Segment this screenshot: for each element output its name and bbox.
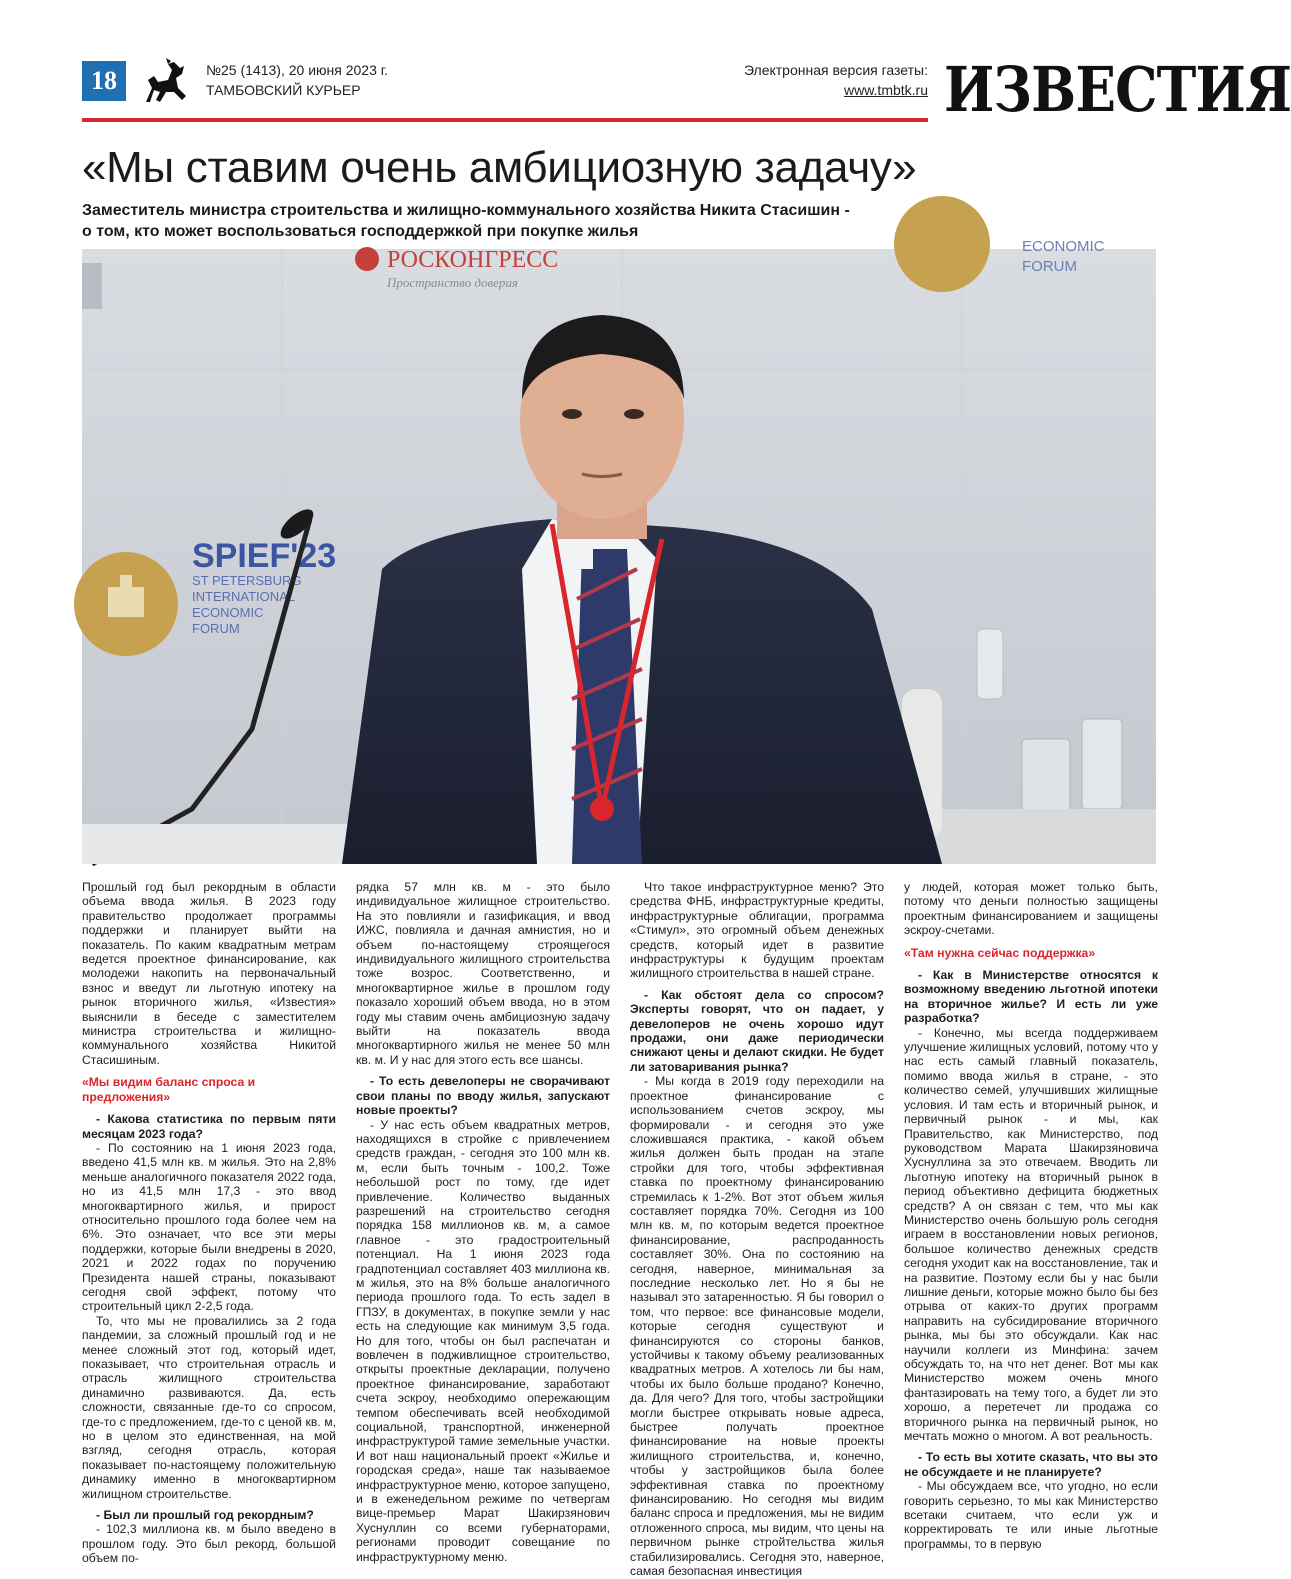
electronic-version-info <box>744 60 928 100</box>
eversion-label: Электронная версия газеты: <box>743 62 928 78</box>
spief-line-4: FORUM <box>192 621 240 636</box>
answer-paragraph: - Конечно, мы всегда поддерживаем улучшение жилищных условий, потому что у нас есть самый главный показатель, помимо ввода жилья в стране, - это количество семей, улучшивших жилищные условия. И там есть и вторичный рынок, и первичный рынок - и мы, как Правительство, как Министерство, под руководством Марата Шакирзяновича Хуснуллина за это отвечаем. Вводить ли льготную ипотеку на вторичный рынок в период объективно дефицита бюджетных средств? А он связан с тем, что мы как Министерство очень большую роль сегодня играем в восстановлении новых регионов, большое количество денежных средств сегодня уходит как на восстановление, так и на развитие. Поэтому если бы у нас были лишние деньги, которые можно было бы без отрыва от каких-то других программ направить на субсидирование вторичного рынка, мы бы это обсуждали. Как нас научили коллеги из Минфина: зачем обсуждать то, на что нет денег. Вот мы как Министерство можем очень много фантазировать на тему того, а будет ли это хорошо, а перетечет ли продажа со вторичного рынка на первичный рынок, но мечтать можно о многом. А вот реальность. <box>904 1025 1158 1444</box>
answer-paragraph: - По состоянию на 1 июня 2023 года, введено 41,5 млн кв. м жилья. Это на 2,8% меньше аналогичного показателя 2022 года, но из 41,5 млн 17,3 - это ввод многоквартирного жилья, и прирост относительно прошлого года более чем на 6%. Это означает, что все эти меры поддержки, которые были внедрены в 2020, 2021 и 2022 годах по поручению Президента нашей страны, показывают сегодня свой эффект, потому что строительный цикл 2-2,5 года. <box>82 1140 336 1314</box>
question-secondary-mortgage: - Как в Министерстве относятся к возможному введению льготной ипотеки на вторичное жилье? И есть ли уже разработка? <box>904 968 1158 1026</box>
question-record-year: - Был ли прошлый год рекордным? <box>96 1508 314 1523</box>
answer-paragraph: рядка 57 млн кв. м - это было индивидуальное жилищное строительство. На это повлияли и газификация, и ввод ИЖС, повлияла и дачная амнистия, но и объем по-настоящему строящегося индивидуального жилищного строительства тоже возрос. Соответственно, и многоквартирное жилье в прошлом году показало хороший объем ввода, но в этом году мы ставим очень амбициозную задачу выйти на показатель ввода многоквартирного жилья не менее 50 млн кв. м. И у нас для этого есть все шансы. <box>356 880 610 1067</box>
issue-line: №25 (1413), 20 июня 2023 г. <box>206 62 389 78</box>
article-column-1 <box>82 880 336 1566</box>
answer-paragraph: Что такое инфраструктурное меню? Это средства ФНБ, инфраструктурные кредиты, инфраструктурные облигации, программа «Стимул», это огромный объем денежных средств, который идет в развитие инфраструктуры к будущим проектам жилищного строительства в нашей стране. <box>630 880 884 981</box>
article-column-4 <box>904 880 1158 1551</box>
article-photo <box>82 238 1156 864</box>
article-headline: «Мы ставим очень амбициозную задачу» <box>82 143 917 192</box>
answer-paragraph: - Мы обсуждаем все, что угодно, но если говорить серьезно, то мы как Министерство всетаки считаем, что если уж и корректировать те или иные льготные программы, то в первую <box>904 1479 1158 1551</box>
forum-portrait-illustration <box>82 238 1156 864</box>
answer-paragraph: То, что мы не провалились за 2 года пандемии, за сложный прошлый год и не менее сложный этот год, который идет, показывает, что строительная отрасль и отрасль жилищного строительства динамично развиваются. Да, есть сложности, связанные где-то со спросом, где-то с предложением, где-то с ценой кв. м, но в целом это единственная, на мой взгляд, сегодня отрасль, которая показывает по-настоящему положительную динамику именно в многоквартирном жилищном строительстве. <box>82 1313 336 1501</box>
horse-rider-emblem-icon <box>138 58 194 108</box>
header-red-rule <box>82 118 928 122</box>
article-column-3 <box>630 880 884 1579</box>
question-statistics: - Какова статистика по первым пяти месяцам 2023 года? <box>82 1112 336 1141</box>
subheading-balance: «Мы видим баланс спроса и предложения» <box>82 1075 256 1104</box>
lead-line-1: Заместитель министра строительства и жилищно-коммунального хозяйства Никита Стасишин - <box>82 202 850 219</box>
intro-paragraph: Прошлый год был рекордным в области объема ввода жилья. В 2023 году правительство продолжает программы поддержки и планирует выйти на показатель. По каким квадратным метрам ведется проектное финансирование, как молодежи накопить на первоначальный взнос и введут ли льготную ипотеку на рынок вторичного жилья, «Известия» выяснили в беседе с заместителем министра строительства и жилищно-коммунального хозяйства Никитой Стасишиным. <box>82 880 336 1067</box>
page-number-badge: 18 <box>82 61 126 101</box>
spief-line-1: ST PETERSBURG <box>192 573 302 588</box>
backdrop-economic-text: ECONOMIC <box>1022 238 1105 255</box>
paper-name: ТАМБОВСКИЙ КУРЬЕР <box>206 82 361 98</box>
answer-paragraph: - Мы когда в 2019 году переходили на проектное финансирование с использованием счетов эскроу, мы формировали - и сегодня это уже сложившаяся практика, - какой объем жилья должен быть продан на этапе стройки для того, чтобы эффективная ставка по проектному финансированию стремилась к 1-2%. Вот этот объем жилья составляет порядка 70%. Сегодня из 100 млн кв. м, по которым ведется проектное финансирование, распроданность составляет 30%. Она по состоянию на сегодня, наверное, минимальная за последние несколько лет. Но я бы не называл это затаренностью. Я бы говорил о том, что первое: все финансовые модели, которые сегодня существуют и финансируются со стороны банков, устойчивы к такому объему реализованных квадратных метров. А хотелось ли бы нам, чтобы их было больше продано? Конечно, да. Для чего? Для того, чтобы застройщики могли быстрее открывать новые адреса, быстрее получать проектное финансирование на новые проекты жилищного строительства, и, конечно, чтобы у застройщиков была более эффективная ставка по проектному финансированию. Но сегодня мы видим баланс спроса и предложения, мы не видим отложенного спроса, мы видим, что цены на первичном рынке стройтельства жилья стабилизировались. Сегодня это, наверное, самая безопасная инвестиция <box>630 1074 884 1579</box>
answer-paragraph: у людей, которая может только быть, потому что деньги полностью защищены проектным финансированием и защищены эскроу-счетами. <box>904 880 1158 938</box>
subheading-support: «Там нужна сейчас поддержка» <box>904 945 1096 960</box>
question-developers: - То есть девелоперы не сворачивают свои планы по вводу жилья, запускают новые проекты? <box>356 1074 610 1118</box>
question-demand: - Как обстоят дела со спросом? Эксперты говорят, что он падает, у девелоперов не очень хорошо идут продажи, они даже периодически снижают цены и делают скидки. Не будет ли затоваривания рынка? <box>630 987 884 1074</box>
backdrop-roscongress-text: РОСКОНГРЕСС <box>387 247 559 273</box>
answer-paragraph: - У нас есть объем квадратных метров, находящихся в стройке с привлечением средств граждан, - сегодня это 100 млн кв. м, если быть точным - 100,2. Тоже небольшой рост по тому, где идет привлечение. Количество выданных разрешений на строительство сегодня порядка 158 миллионов кв. м, а самое главное - это градостроительный потенциал. На 1 июня 2023 года градпотенциал составляет 403 миллиона кв. м жилья, это на 8% больше аналогичного периода прошлого года. То есть задел в ГПЗУ, в документах, в покупке земли у нас есть на следующие как минимум 3,5 года. Но для того, чтобы он был распечатан и вовлечен в подживлищное строительство, открыты проектные декларации, получено проектное финансирование, заработают счета эскроу, необходимо опережающим темпом обеспечивать всей необходимой социальной, транспортной, инженерной инфраструктурой тамие земельные участки. И вот наш национальный проект «Жилье и городская среда», наше так называемое инфраструктурное меню, которое запущено, и в еженедельном режиме по четвергам вице-премьер Марат Шакирзянович Хуснуллин со всеми губернаторами, регионами проводит совещание по инфраструктурному меню. <box>356 1117 610 1564</box>
backdrop-roscongress-sub: Пространство доверия <box>387 275 518 290</box>
backdrop-forum-text: FORUM <box>1022 258 1077 275</box>
issue-info <box>206 60 388 100</box>
question-not-planning: - То есть вы хотите сказать, что вы это не обсуждаете и не планируете? <box>904 1450 1158 1479</box>
spief-title: SPIEF'23 <box>192 537 337 575</box>
lead-line-2: о том, кто может воспользоваться господдержкой при покупке жилья <box>82 223 639 240</box>
masthead-logo: ИЗВЕСТИЯ <box>944 53 1291 126</box>
answer-paragraph: - 102,3 миллиона кв. м было введено в прошлом году. Это был рекорд, большой объем по- <box>82 1522 336 1566</box>
spief-line-3: ECONOMIC <box>192 605 264 620</box>
spief-line-2: INTERNATIONAL <box>192 589 296 604</box>
article-lead <box>82 200 1162 242</box>
article-column-2 <box>356 880 610 1564</box>
eversion-link[interactable]: www.tmbtk.ru <box>843 82 928 98</box>
